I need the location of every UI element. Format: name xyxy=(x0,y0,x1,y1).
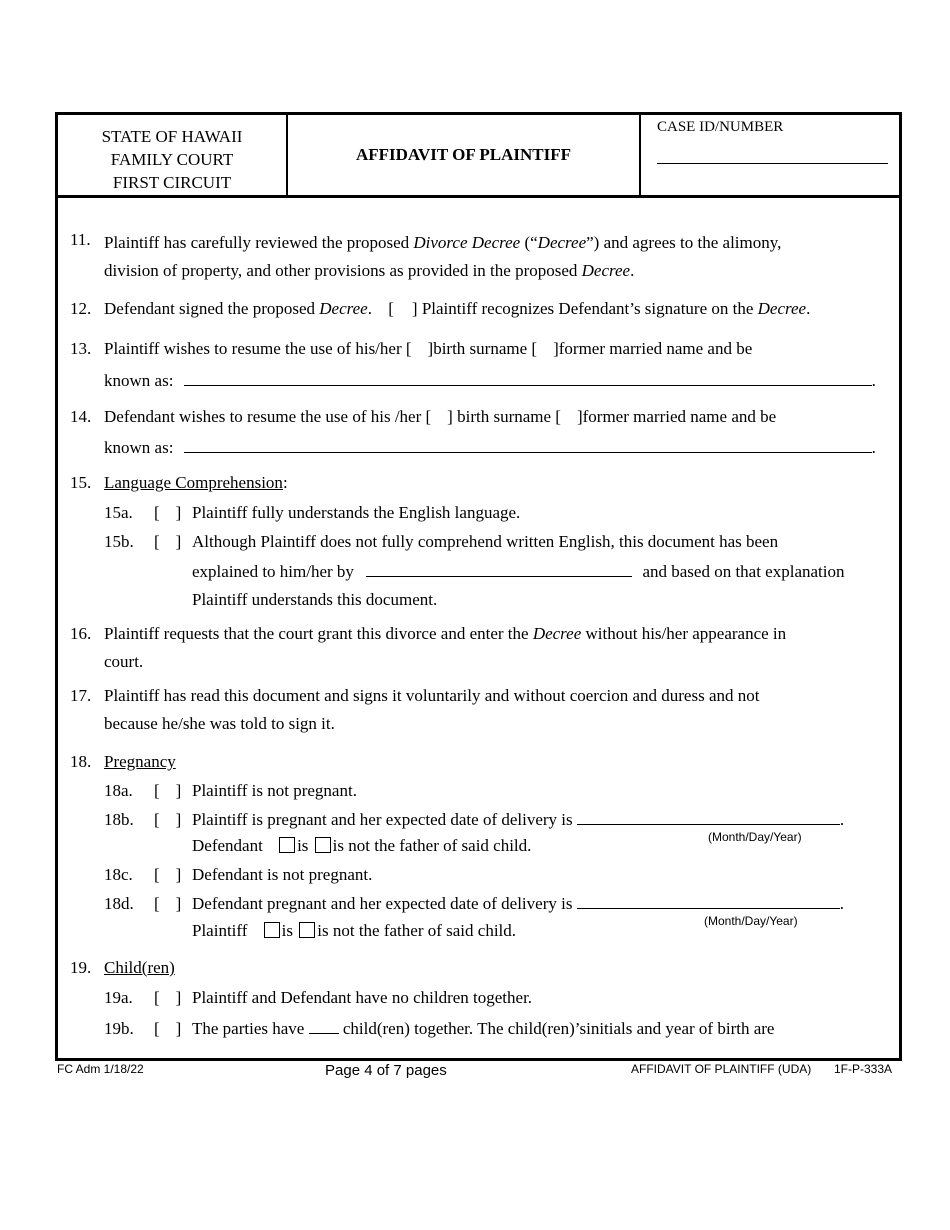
heading-text: Language Comprehension xyxy=(104,473,283,492)
sub-number: 19b. xyxy=(104,1019,134,1038)
paternity-line xyxy=(192,921,516,941)
section-heading xyxy=(104,473,883,493)
item-text xyxy=(104,339,883,359)
item-19b xyxy=(104,1019,894,1039)
text: is not the father of said child. xyxy=(332,836,532,855)
bracket: ] xyxy=(447,407,453,426)
text: . xyxy=(871,371,876,390)
text: known as: xyxy=(104,438,174,457)
text-italic: Divorce Decree xyxy=(413,233,521,252)
item-text xyxy=(104,299,883,319)
item-text xyxy=(104,229,883,285)
text: Defendant wishes to resume the use of his /her xyxy=(104,407,422,426)
text: . xyxy=(839,810,845,829)
bracket: ] xyxy=(175,781,182,800)
delivery-date-field[interactable] xyxy=(577,908,840,909)
plaintiff-name-field[interactable] xyxy=(184,385,872,386)
text: Defendant signed the proposed xyxy=(104,299,320,318)
bracket: ] xyxy=(175,988,182,1007)
court-line-3: FIRST CIRCUIT xyxy=(112,173,232,192)
text: . xyxy=(630,261,635,280)
bracket: [ xyxy=(154,894,160,913)
text: is not the father of said child. xyxy=(317,921,517,940)
bracket: ] xyxy=(576,407,583,426)
text: Plaintiff wishes to resume the use of his/her xyxy=(104,339,402,358)
checkbox-is-not-father[interactable] xyxy=(299,922,315,938)
sub-number: 18a. xyxy=(104,781,133,800)
text: court. xyxy=(104,652,144,671)
sub-number: 15b. xyxy=(104,532,134,551)
text: (“ xyxy=(520,233,538,252)
defendant-name-field[interactable] xyxy=(184,452,872,453)
text: Defendant xyxy=(192,836,263,855)
checkbox-15a[interactable] xyxy=(154,503,181,523)
text: : xyxy=(282,473,288,492)
section-heading xyxy=(104,958,883,978)
item-18a xyxy=(104,781,894,801)
checkbox-birth-surname[interactable] xyxy=(426,407,453,426)
bracket: [ xyxy=(154,865,160,884)
text: Plaintiff and Defendant have no children together. xyxy=(192,988,533,1007)
text: Plaintiff has carefully reviewed the proposed xyxy=(104,233,414,252)
text: Plaintiff understands this document. xyxy=(192,590,438,609)
section-heading xyxy=(104,752,883,772)
text: birth surname xyxy=(433,339,528,358)
checkbox-signature-recognized[interactable] xyxy=(388,299,417,318)
item-text xyxy=(104,407,883,427)
bracket: [ xyxy=(425,407,432,426)
text-with-field xyxy=(192,1019,774,1039)
text: Although Plaintiff does not fully comprehend written English, this document has been xyxy=(192,532,779,551)
checkbox-is-father[interactable] xyxy=(279,837,295,853)
bracket: [ xyxy=(405,339,412,358)
text-with-field xyxy=(192,810,844,830)
page-number: Page 4 of 7 pages xyxy=(325,1062,447,1079)
bracket: ] xyxy=(411,299,418,318)
case-id-label: CASE ID/NUMBER xyxy=(657,119,784,135)
sub-number: 18d. xyxy=(104,894,134,913)
text: child(ren) together. The child(ren)’sinitials and year of birth are xyxy=(342,1019,775,1038)
item-19a xyxy=(104,988,894,1008)
text: former married name and be xyxy=(582,407,777,426)
explained-by-field[interactable] xyxy=(366,576,632,577)
item-number: 14. xyxy=(70,407,92,426)
bracket: [ xyxy=(388,299,394,318)
item-number: 15. xyxy=(70,473,92,492)
date-format-hint: (Month/Day/Year) xyxy=(708,830,802,844)
text: The parties have xyxy=(192,1019,305,1038)
form-date: FC Adm 1/18/22 xyxy=(57,1062,144,1076)
form-frame xyxy=(55,112,902,1061)
bracket: [ xyxy=(154,810,160,829)
text-italic: Decree xyxy=(581,261,631,280)
text: is xyxy=(281,921,294,940)
court-name xyxy=(58,115,288,195)
checkbox-former-married-name[interactable] xyxy=(531,339,558,358)
bracket: [ xyxy=(154,503,160,522)
item-number: 19. xyxy=(70,958,92,977)
item-number: 16. xyxy=(70,624,92,643)
sub-number: 18c. xyxy=(104,865,133,884)
document-title: AFFIDAVIT OF PLAINTIFF xyxy=(288,115,641,195)
text-italic: Decree xyxy=(537,233,587,252)
item-number: 12. xyxy=(70,299,92,318)
text: is xyxy=(297,836,309,855)
checkbox-18d[interactable] xyxy=(154,894,181,914)
court-line-1: STATE OF HAWAII xyxy=(101,127,243,146)
delivery-date-field[interactable] xyxy=(577,824,840,825)
bracket: ] xyxy=(175,503,182,522)
text: Plaintiff has read this document and signs it voluntarily and without coercion and duress and not xyxy=(104,686,760,705)
text: known as: xyxy=(104,371,174,390)
item-number: 13. xyxy=(70,339,92,358)
text: birth surname xyxy=(457,407,552,426)
bracket: [ xyxy=(154,1019,160,1038)
checkbox-18b[interactable] xyxy=(154,810,181,830)
checkbox-is-not-father[interactable] xyxy=(315,837,331,853)
text: Defendant pregnant and her expected date of delivery is xyxy=(192,894,573,913)
sub-number: 19a. xyxy=(104,988,133,1007)
text-italic: Decree xyxy=(319,299,368,318)
text: . xyxy=(871,438,876,457)
children-count-field[interactable] xyxy=(309,1033,339,1034)
bracket: [ xyxy=(531,339,538,358)
text: and based on that explanation xyxy=(642,562,845,581)
checkbox-is-father[interactable] xyxy=(264,922,280,938)
text: Plaintiff fully understands the English language. xyxy=(192,503,521,522)
text: former married name and be xyxy=(558,339,753,358)
text: Defendant is not pregnant. xyxy=(192,865,373,884)
text: Plaintiff recognizes Defendant’s signature on the xyxy=(421,299,758,318)
text: explained to him/her by xyxy=(192,562,354,581)
bracket: [ xyxy=(154,781,160,800)
paternity-line xyxy=(192,836,531,856)
bracket: ] xyxy=(175,865,182,884)
text: Plaintiff requests that the court grant this divorce and enter the xyxy=(104,624,533,643)
date-format-hint: (Month/Day/Year) xyxy=(704,914,798,928)
bracket: ] xyxy=(175,894,182,913)
bracket: [ xyxy=(154,988,160,1007)
bracket: [ xyxy=(154,532,160,551)
item-number: 11. xyxy=(70,230,91,249)
bracket: ] xyxy=(175,810,182,829)
text: because he/she was told to sign it. xyxy=(104,714,335,733)
form-name: AFFIDAVIT OF PLAINTIFF (UDA) xyxy=(631,1062,812,1076)
bracket: ] xyxy=(175,532,182,551)
item-number: 18. xyxy=(70,752,92,771)
item-18c xyxy=(104,865,894,885)
form-header xyxy=(58,115,899,198)
bracket: ] xyxy=(175,1019,182,1038)
sub-number: 18b. xyxy=(104,810,134,829)
text: division of property, and other provisions as provided in the proposed xyxy=(104,261,582,280)
bracket: ] xyxy=(427,339,434,358)
item-15b-line2 xyxy=(192,562,845,582)
text: . xyxy=(367,299,372,318)
known-as-line xyxy=(104,371,883,391)
case-id-input[interactable] xyxy=(657,163,888,164)
item-number: 17. xyxy=(70,686,92,705)
item-18d xyxy=(104,894,894,914)
text-italic: Decree xyxy=(757,299,807,318)
item-15b xyxy=(104,532,894,552)
item-text xyxy=(104,620,883,676)
checkbox-19a[interactable] xyxy=(154,988,181,1008)
heading-text: Child(ren) xyxy=(104,958,175,977)
checkbox-19b[interactable] xyxy=(154,1019,181,1039)
heading-text: Pregnancy xyxy=(104,752,176,771)
item-18b xyxy=(104,810,894,830)
checkbox-18c[interactable] xyxy=(154,865,181,885)
text: . xyxy=(839,894,844,913)
checkbox-15b[interactable] xyxy=(154,532,181,552)
sub-number: 15a. xyxy=(104,503,133,522)
court-line-2: FAMILY COURT xyxy=(110,150,234,169)
case-id-cell xyxy=(641,115,899,195)
checkbox-former-married-name[interactable] xyxy=(555,407,582,426)
known-as-line xyxy=(104,438,883,458)
text-with-field xyxy=(192,894,844,914)
bracket: ] xyxy=(553,339,559,358)
item-15a xyxy=(104,503,894,523)
form-code: 1F-P-333A xyxy=(834,1062,893,1076)
bracket: [ xyxy=(555,407,561,426)
text: Plaintiff is pregnant and her expected date of delivery is xyxy=(192,810,573,829)
text: Plaintiff xyxy=(192,921,248,940)
text: . xyxy=(806,299,811,318)
text: Plaintiff is not pregnant. xyxy=(192,781,357,800)
text: without his/her appearance in xyxy=(581,624,787,643)
checkbox-birth-surname[interactable] xyxy=(406,339,433,358)
text-italic: Decree xyxy=(532,624,582,643)
text: ”) and agrees to the alimony, xyxy=(586,233,782,252)
checkbox-18a[interactable] xyxy=(154,781,181,801)
item-text xyxy=(104,682,883,738)
